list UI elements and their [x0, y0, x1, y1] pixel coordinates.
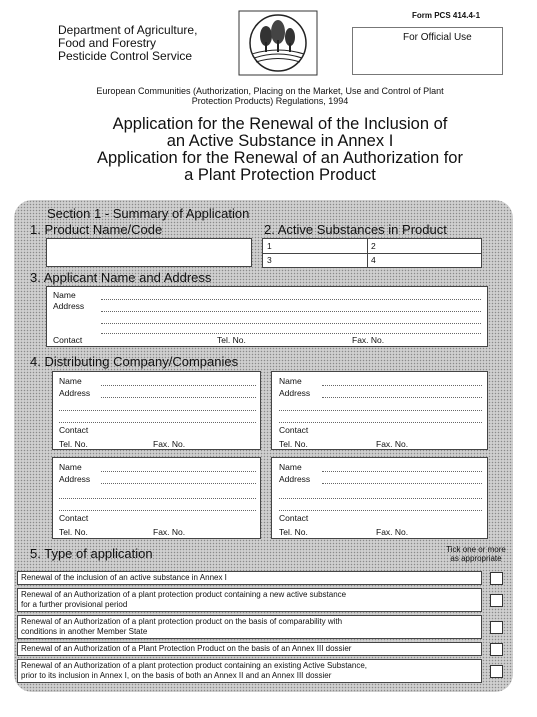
section-1-heading: Section 1 - Summary of Application [47, 206, 250, 221]
application-option-2: Renewal of an Authorization of a plant protection product containing a new active substance for a further provisional period [17, 588, 482, 612]
active-substances-label: 2. Active Substances in Product [264, 222, 447, 237]
applicant-tel-label: Tel. No. [217, 335, 246, 345]
tree-emblem-icon [238, 10, 318, 76]
department-name: Department of Agriculture, Food and Forestry Pesticide Control Service [58, 23, 198, 63]
tick-note: Tick one or more as appropriate [446, 545, 506, 563]
active-substance-cell-1[interactable]: 1 [267, 241, 272, 251]
form-title: Application for the Renewal of the Inclusion of an Active Substance in Annex I Application for the Renewal of an Authorization for a Plant Protection Product [97, 115, 463, 184]
application-option-5-checkbox[interactable] [490, 665, 503, 678]
application-option-2-checkbox[interactable] [490, 594, 503, 607]
applicant-heading: 3. Applicant Name and Address [30, 270, 212, 285]
application-option-5: Renewal of an Authorization of a plant protection product containing an existing Active Substance, prior to its inclusion in Annex I, on the basis of both an Annex II and an Annex III dossier [17, 659, 482, 683]
applicant-fax-label: Fax. No. [352, 335, 385, 345]
applicant-address-label: Address [53, 301, 85, 311]
official-use-label: For Official Use [403, 32, 472, 43]
application-option-1-checkbox[interactable] [490, 572, 503, 585]
distributor-box-1[interactable]: Name Address Contact Tel. No. Fax. No. [52, 371, 261, 450]
active-substance-cell-3[interactable]: 3 [267, 255, 272, 265]
active-substance-cell-4[interactable]: 4 [371, 255, 376, 265]
active-substance-cell-2[interactable]: 2 [371, 241, 376, 251]
type-of-application-heading: 5. Type of application [30, 546, 153, 561]
application-option-3-checkbox[interactable] [490, 621, 503, 634]
application-option-4-checkbox[interactable] [490, 643, 503, 656]
distributing-heading: 4. Distributing Company/Companies [30, 354, 239, 369]
distributor-box-3[interactable]: Name Address Contact Tel. No. Fax. No. [52, 457, 261, 539]
application-option-4: Renewal of an Authorization of a Plant Protection Product on the basis of an Annex III dossier [17, 642, 482, 656]
product-name-field[interactable] [46, 238, 252, 267]
applicant-box[interactable] [46, 286, 488, 347]
active-substances-grid [262, 238, 482, 268]
applicant-contact-label: Contact [53, 335, 83, 345]
regulations-text: European Communities (Authorization, Placing on the Market, Use and Control of Plant Protection Products) Regulations, 1994 [96, 86, 444, 106]
distributor-box-2[interactable]: Name Address Contact Tel. No. Fax. No. [271, 371, 488, 450]
official-use-box [352, 27, 503, 75]
distributor-box-4[interactable]: Name Address Contact Tel. No. Fax. No. [271, 457, 488, 539]
applicant-name-label: Name [53, 290, 76, 300]
application-option-1: Renewal of the inclusion of an active substance in Annex I [17, 571, 482, 585]
application-option-3: Renewal of an Authorization of a plant protection product on the basis of comparability with conditions in another Member State [17, 615, 482, 639]
product-name-label: 1. Product Name/Code [30, 222, 163, 237]
form-number: Form PCS 414.4-1 [412, 11, 481, 20]
